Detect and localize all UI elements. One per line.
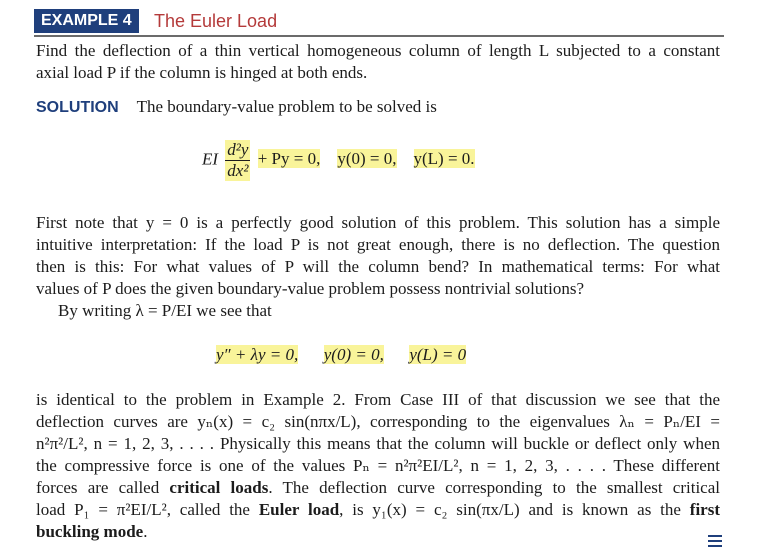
equation-boundary-value-problem <box>202 140 475 181</box>
solution-intro <box>36 96 720 118</box>
eq1-py-term: + Py = 0, <box>257 149 321 169</box>
para2-line-4: the compressive force is one of the values Pₙ = n²π²EI/L², n = 1, 2, 3, . . . . These different <box>36 456 720 475</box>
para2-line-3: n²π²/L², n = 1, 2, 3, . . . . Physically this means that the column will buckle or deflect only when <box>36 434 720 453</box>
menu-icon[interactable] <box>708 535 722 547</box>
para2-line-5: forces are called critical loads. The deflection curve corresponding to the smallest critical <box>36 478 720 497</box>
eq1-coef: EI <box>202 149 219 169</box>
term-first: first <box>689 500 720 519</box>
para1-line-4: values of P does the given boundary-value problem possess nontrivial solutions? <box>36 279 585 298</box>
eq2-ode: y″ + λy = 0, <box>216 345 299 364</box>
example-label: EXAMPLE 4 <box>34 9 139 33</box>
eq1-bc1: y(0) = 0, <box>337 149 397 169</box>
example-header <box>34 9 724 37</box>
para1-line-5: By writing λ = P/EI we see that <box>58 301 272 320</box>
equation-eigenproblem <box>216 345 466 365</box>
eq1-bc2: y(L) = 0. <box>413 149 475 169</box>
para2-line-2: deflection curves are yₙ(x) = c₂ sin(nπx/L), corresponding to the eigenvalues λₙ = Pₙ/EI = <box>36 412 720 431</box>
solution-intro-text: The boundary-value problem to be solved is <box>136 97 437 116</box>
problem-line-2: axial load P if the column is hinged at both ends. <box>36 63 368 82</box>
term-critical-loads: critical loads <box>169 478 269 497</box>
eq2-bc2: y(L) = 0 <box>409 345 467 364</box>
para1-line-1: First note that y = 0 is a perfectly good solution of this problem. This solution has a simple <box>36 213 720 232</box>
example-title: The Euler Load <box>154 11 278 31</box>
eq2-bc1: y(0) = 0, <box>323 345 384 364</box>
eq1-deriv-den: dx² <box>227 161 249 180</box>
solution-label: SOLUTION <box>36 99 119 116</box>
paragraph-2 <box>36 389 720 543</box>
term-buckling-mode: buckling mode <box>36 522 144 541</box>
para2-line-1: is identical to the problem in Example 2. From Case III of that discussion we see that the <box>36 390 720 409</box>
problem-statement <box>36 40 720 84</box>
para2-line-6: load P₁ = π²EI/L², called the Euler load, is y₁(x) = c₂ sin(πx/L) and is known as the first <box>36 500 720 519</box>
paragraph-1 <box>36 212 720 322</box>
term-euler-load: Euler load <box>258 500 340 519</box>
para1-line-3: then is this: For what values of P will the column bend? In mathematical terms: For what <box>36 257 720 276</box>
para1-line-2: intuitive interpretation: If the load P is not great enough, there is no deflection. The question <box>36 235 720 254</box>
problem-line-1: Find the deflection of a thin vertical homogeneous column of length L subjected to a constant <box>36 41 720 60</box>
eq1-deriv-num: d²y <box>227 140 249 159</box>
para2-line-7: buckling mode. <box>36 522 148 541</box>
eq1-derivative <box>225 140 250 181</box>
